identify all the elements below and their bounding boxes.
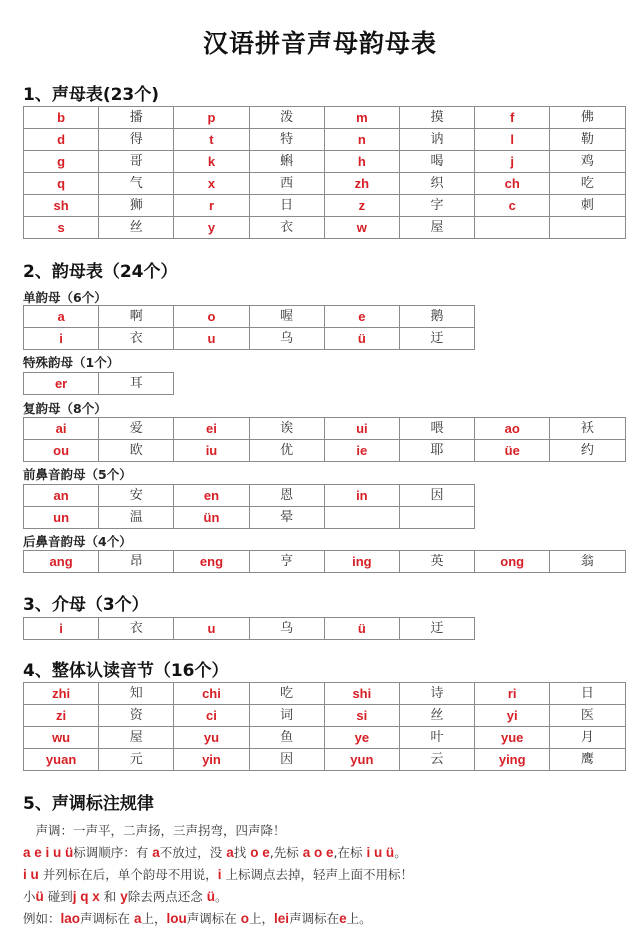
finals-heading: 2、韵母表（24个） [23, 262, 178, 282]
pinyin-cell: ing [324, 551, 399, 573]
table-row [24, 749, 626, 771]
hanzi-cell: 因 [249, 749, 324, 771]
pinyin-highlight: lou [166, 911, 187, 926]
pinyin-cell: un [24, 507, 99, 529]
pinyin-cell: j [475, 151, 550, 173]
pinyin-cell: ci [174, 705, 249, 727]
hanzi-cell: 月 [550, 727, 625, 749]
hanzi-cell: 吃 [550, 173, 625, 195]
tone-rules-text [23, 820, 623, 930]
pinyin-cell: m [324, 107, 399, 129]
rule-text: 声调标在 [289, 911, 340, 926]
pinyin-cell: ü [324, 328, 399, 350]
hanzi-cell: 资 [99, 705, 174, 727]
pinyin-cell: x [174, 173, 249, 195]
pinyin-cell: q [24, 173, 99, 195]
whole-syllables-heading: 4、整体认读音节（16个） [23, 661, 229, 681]
initials-table [23, 106, 626, 239]
pinyin-cell [324, 507, 399, 529]
table-row [24, 440, 626, 462]
hanzi-cell: 衣 [249, 217, 324, 239]
hanzi-cell: 袄 [550, 418, 625, 440]
pinyin-highlight: a [226, 845, 234, 860]
pinyin-cell: eng [174, 551, 249, 573]
pinyin-cell: i [24, 328, 99, 350]
hanzi-cell: 翁 [550, 551, 625, 573]
hanzi-cell: 讷 [399, 129, 474, 151]
pinyin-highlight: a [152, 845, 160, 860]
hanzi-cell: 鹅 [399, 306, 474, 328]
hanzi-cell: 衣 [99, 618, 174, 640]
hanzi-cell: 叶 [399, 727, 474, 749]
hanzi-cell: 知 [99, 683, 174, 705]
hanzi-cell: 晕 [249, 507, 324, 529]
special-finals-label: 特殊韵母（1个） [23, 355, 120, 370]
pinyin-cell: an [24, 485, 99, 507]
pinyin-highlight: a e i u ü [23, 845, 74, 860]
rule-text: 标调顺序：有 [73, 845, 153, 860]
rule-text: 上。 [346, 911, 372, 926]
pinyin-cell: yi [475, 705, 550, 727]
medials-heading: 3、介母（3个） [23, 595, 149, 615]
table-row [24, 551, 626, 573]
hanzi-cell: 吃 [249, 683, 324, 705]
pinyin-cell: u [174, 618, 249, 640]
table-row [24, 195, 626, 217]
hanzi-cell [550, 217, 625, 239]
table-row [24, 217, 626, 239]
pinyin-cell: g [24, 151, 99, 173]
hanzi-cell: 丝 [99, 217, 174, 239]
pinyin-cell: ying [475, 749, 550, 771]
tone-rule-line [23, 908, 623, 930]
pinyin-cell: t [174, 129, 249, 151]
page-title: 汉语拼音声母韵母表 [202, 29, 437, 58]
rule-text: 和 [99, 889, 121, 904]
hanzi-cell: 诶 [249, 418, 324, 440]
pinyin-highlight: y [120, 889, 128, 904]
hanzi-cell: 蝌 [249, 151, 324, 173]
hanzi-cell [399, 507, 474, 529]
hanzi-cell: 气 [99, 173, 174, 195]
pinyin-highlight: a [134, 911, 142, 926]
pinyin-cell: ch [475, 173, 550, 195]
pinyin-cell: h [324, 151, 399, 173]
table-row [24, 727, 626, 749]
table-row [24, 129, 626, 151]
tone-rule-line [23, 820, 623, 842]
hanzi-cell: 衣 [99, 328, 174, 350]
pinyin-cell: ang [24, 551, 99, 573]
pinyin-cell: yu [174, 727, 249, 749]
pinyin-highlight: e [339, 911, 347, 926]
pinyin-cell: c [475, 195, 550, 217]
hanzi-cell: 织 [399, 173, 474, 195]
hanzi-cell: 泼 [249, 107, 324, 129]
rule-text: 。 [214, 889, 228, 904]
table-row [24, 107, 626, 129]
pinyin-cell: ou [24, 440, 99, 462]
hanzi-cell: 迂 [399, 328, 474, 350]
pinyin-cell: p [174, 107, 249, 129]
hanzi-cell: 丝 [399, 705, 474, 727]
pinyin-cell: ui [324, 418, 399, 440]
pinyin-cell: ün [174, 507, 249, 529]
pinyin-cell: y [174, 217, 249, 239]
pinyin-cell: b [24, 107, 99, 129]
hanzi-cell: 医 [550, 705, 625, 727]
hanzi-cell: 耳 [99, 373, 174, 395]
hanzi-cell: 鸡 [550, 151, 625, 173]
table-row [24, 507, 475, 529]
whole-syllables-table [23, 682, 626, 771]
pinyin-cell: a [24, 306, 99, 328]
table-row [24, 485, 475, 507]
pinyin-highlight: i u [23, 867, 39, 882]
pinyin-highlight: lei [274, 911, 290, 926]
rule-text: 碰到 [43, 889, 73, 904]
pinyin-cell: iu [174, 440, 249, 462]
pinyin-cell: yin [174, 749, 249, 771]
tone-rule-line [23, 864, 623, 886]
simple-finals-table [23, 305, 475, 350]
hanzi-cell: 优 [249, 440, 324, 462]
pinyin-cell: ye [324, 727, 399, 749]
rule-text: 不放过，没 [159, 845, 227, 860]
rule-text: 声调标在 [80, 911, 135, 926]
compound-finals-label: 复韵母（8个） [23, 401, 107, 416]
hanzi-cell: 昂 [99, 551, 174, 573]
hanzi-cell: 耶 [399, 440, 474, 462]
pinyin-cell: shi [324, 683, 399, 705]
compound-finals-table [23, 417, 626, 462]
pinyin-cell: ie [324, 440, 399, 462]
pinyin-cell: wu [24, 727, 99, 749]
table-row [24, 418, 626, 440]
pinyin-cell: chi [174, 683, 249, 705]
hanzi-cell: 云 [399, 749, 474, 771]
rule-text: 。 [394, 845, 407, 860]
hanzi-cell: 鹰 [550, 749, 625, 771]
pinyin-cell: zh [324, 173, 399, 195]
pinyin-cell: ri [475, 683, 550, 705]
pinyin-cell: l [475, 129, 550, 151]
table-row [24, 306, 475, 328]
hanzi-cell: 喂 [399, 418, 474, 440]
hanzi-cell: 喔 [249, 306, 324, 328]
hanzi-cell: 日 [249, 195, 324, 217]
hanzi-cell: 约 [550, 440, 625, 462]
rule-text: 声调：一声平，二声扬，三声拐弯，四声降！ [23, 823, 286, 838]
hanzi-cell: 字 [399, 195, 474, 217]
pinyin-highlight: j q x [72, 889, 100, 904]
pinyin-cell: n [324, 129, 399, 151]
simple-finals-label: 单韵母（6个） [23, 290, 107, 305]
pinyin-cell: d [24, 129, 99, 151]
hanzi-cell: 狮 [99, 195, 174, 217]
hanzi-cell: 乌 [249, 618, 324, 640]
pinyin-highlight: i [217, 867, 222, 882]
pinyin-cell: yuan [24, 749, 99, 771]
pinyin-cell: i [24, 618, 99, 640]
pinyin-cell: in [324, 485, 399, 507]
hanzi-cell: 乌 [249, 328, 324, 350]
pinyin-cell: zhi [24, 683, 99, 705]
hanzi-cell: 特 [249, 129, 324, 151]
initials-heading: 1、声母表(23个) [23, 85, 160, 105]
pinyin-cell: u [174, 328, 249, 350]
back-nasal-table [23, 550, 626, 573]
front-nasal-table [23, 484, 475, 529]
hanzi-cell: 得 [99, 129, 174, 151]
pinyin-highlight: ü [206, 889, 215, 904]
hanzi-cell: 温 [99, 507, 174, 529]
rule-text: 找 [233, 845, 251, 860]
pinyin-cell: z [324, 195, 399, 217]
pinyin-cell: er [24, 373, 99, 395]
pinyin-highlight: o e [250, 845, 270, 860]
pinyin-cell: zi [24, 705, 99, 727]
rule-text: 上标调点去掉，轻声上面不用标！ [221, 867, 413, 882]
rule-text: 声调标在 [186, 911, 241, 926]
hanzi-cell: 迂 [399, 618, 474, 640]
medials-table [23, 617, 475, 640]
table-row [24, 173, 626, 195]
pinyin-cell: f [475, 107, 550, 129]
pinyin-cell: k [174, 151, 249, 173]
hanzi-cell: 播 [99, 107, 174, 129]
table-row [24, 151, 626, 173]
special-finals-table [23, 372, 174, 395]
pinyin-cell: yue [475, 727, 550, 749]
hanzi-cell: 刺 [550, 195, 625, 217]
pinyin-cell: yun [324, 749, 399, 771]
pinyin-cell: si [324, 705, 399, 727]
hanzi-cell: 屋 [399, 217, 474, 239]
pinyin-cell: r [174, 195, 249, 217]
hanzi-cell: 欧 [99, 440, 174, 462]
hanzi-cell: 英 [399, 551, 474, 573]
pinyin-highlight: a o e [302, 845, 334, 860]
pinyin-cell: ong [475, 551, 550, 573]
pinyin-cell: ao [475, 418, 550, 440]
hanzi-cell: 诗 [399, 683, 474, 705]
rule-text: 并列标在后，单个韵母不用说， [38, 867, 218, 882]
tone-rule-line [23, 886, 623, 908]
hanzi-cell: 爱 [99, 418, 174, 440]
hanzi-cell: 西 [249, 173, 324, 195]
hanzi-cell: 屋 [99, 727, 174, 749]
tone-rules-heading: 5、声调标注规律 [23, 794, 154, 814]
pinyin-highlight: o [240, 911, 250, 926]
table-row [24, 328, 475, 350]
hanzi-cell: 词 [249, 705, 324, 727]
pinyin-highlight: ü [35, 889, 44, 904]
hanzi-cell: 勒 [550, 129, 625, 151]
rule-text: ,先标 [269, 845, 303, 860]
table-row [24, 705, 626, 727]
pinyin-highlight: lao [60, 911, 81, 926]
table-row [24, 683, 626, 705]
pinyin-cell: üe [475, 440, 550, 462]
pinyin-cell: o [174, 306, 249, 328]
rule-text: 小 [23, 889, 36, 904]
hanzi-cell: 安 [99, 485, 174, 507]
hanzi-cell: 哥 [99, 151, 174, 173]
pinyin-cell [475, 217, 550, 239]
hanzi-cell: 恩 [249, 485, 324, 507]
hanzi-cell: 佛 [550, 107, 625, 129]
pinyin-cell: w [324, 217, 399, 239]
pinyin-highlight: i u ü [366, 845, 395, 860]
pinyin-cell: sh [24, 195, 99, 217]
pinyin-cell: ai [24, 418, 99, 440]
pinyin-cell: ei [174, 418, 249, 440]
back-nasal-label: 后鼻音韵母（4个） [23, 534, 132, 549]
rule-text: 例如： [23, 911, 61, 926]
rule-text: 上， [141, 911, 167, 926]
pinyin-cell: s [24, 217, 99, 239]
hanzi-cell: 喝 [399, 151, 474, 173]
rule-text: 上， [249, 911, 275, 926]
hanzi-cell: 因 [399, 485, 474, 507]
pinyin-cell: e [324, 306, 399, 328]
tone-rule-line [23, 842, 623, 864]
hanzi-cell: 鱼 [249, 727, 324, 749]
table-row [24, 618, 475, 640]
pinyin-cell: en [174, 485, 249, 507]
pinyin-cell: ü [324, 618, 399, 640]
rule-text: ,在标 [333, 845, 367, 860]
hanzi-cell: 啊 [99, 306, 174, 328]
hanzi-cell: 摸 [399, 107, 474, 129]
front-nasal-label: 前鼻音韵母（5个） [23, 467, 132, 482]
hanzi-cell: 元 [99, 749, 174, 771]
rule-text: 除去两点还念 [127, 889, 207, 904]
hanzi-cell: 亨 [249, 551, 324, 573]
table-row [24, 373, 174, 395]
hanzi-cell: 日 [550, 683, 625, 705]
